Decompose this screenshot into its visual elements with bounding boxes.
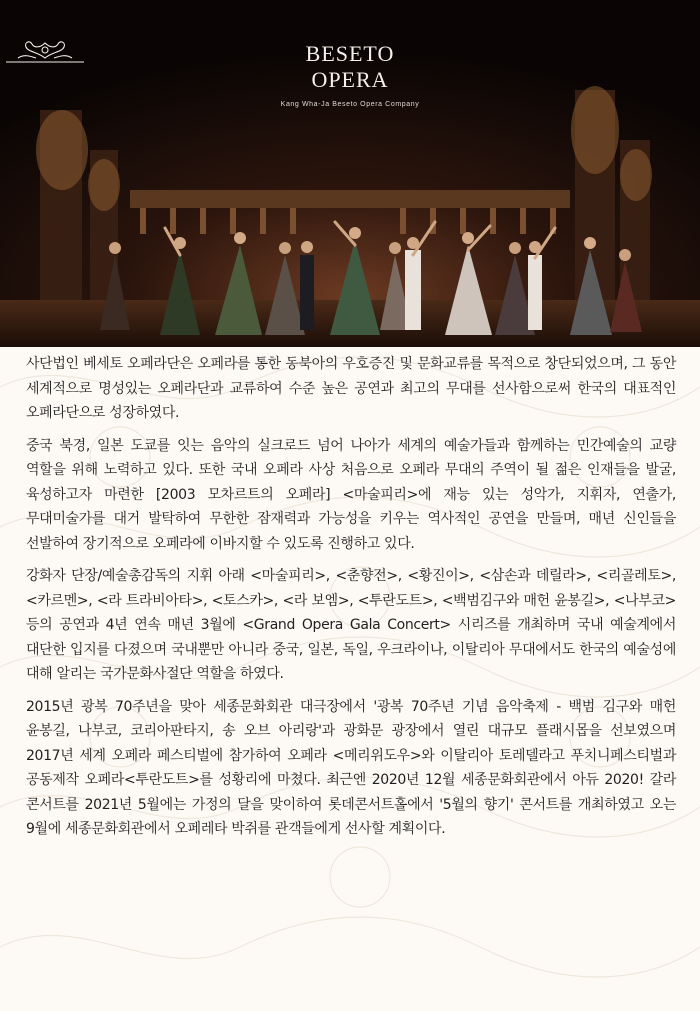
brand-title-line1: BESETO: [305, 41, 395, 66]
hero-banner: [0, 0, 700, 347]
paragraph-intro: 사단법인 베세토 오페라단은 오페라를 통한 동북아의 우호증진 및 문화교류를 목적으로 창단되었으며, 그 동안 세계적으로 명성있는 오페라단과 교류하여 수준 높은 공연과 최고의 무대를 선사함으로써 한국의 대표적인 오페라단으로 성장하였다.: [26, 356, 676, 421]
paragraph-repertoire: 강화자 단장/예술총감독의 지휘 아래 <마술피리>, <춘향전>, <황진이>, <삼손과 데릴라>, <리골레토>, <카르멘>, <라 트라비아타>, <토스카>, <라 보엠>, <투란도트>, <백범김구와 매헌 윤봉길>, <나부코> 등의 공연과 4년 연속 매년 3월에 <Grand Opera Gala Concert> 시리즈를 개최하며 국내 예술계에서 대단한 입지를 다졌으며 국내뿐만 아니라 중국, 일본, 독일, 우크라이나, 이탈리아 무대에서도 한국의 예술성에 대해 알리는 국가문화사절단 역할을 하였다.: [26, 568, 676, 682]
brand-company-name: Kang Wha-Ja Beseto Opera Company: [280, 101, 420, 108]
crown-ornament-icon: [0, 40, 90, 66]
brand-logo: [0, 40, 700, 108]
paragraph-recent-activities: 2015년 광복 70주년을 맞아 세종문화회관 대극장에서 '광복 70주년 기념 음악축제 - 백범 김구와 매헌 윤봉길, 나부코, 코리아판타지, 송 오브 아리랑'과 광화문 광장에서 열린 대규모 플래시몹을 선보였으며 2017년 세계 오페라 페스티벌에 참가하여 오페라 <메리위도우>와 이탈리아 토레델라고 푸치니페스티벌과 공동제작 오페라<투란도트>를 성황리에 마쳤다. 최근엔 2020년 12월 세종문화회관에서 아듀 2020! 갈라 콘서트를 2021년 5월에는 가정의 달을 맞이하여 롯데콘서트홀에서 '5월의 향기' 콘서트를 개최하였고 오는 9월에 세종문화회관에서 오페레타 박쥐를 관객들에게 선사할 계획이다.: [26, 698, 676, 837]
paragraph-mission: 중국 북경, 일본 도쿄를 잇는 음악의 실크로드 넘어 나아가 세계의 예술가들과 함께하는 민간예술의 교량 역할을 위해 노력하고 있다. 또한 국내 오페라 사상 처음으로 오페라 무대의 주역이 될 젊은 인재들을 발굴, 육성하고자 마련한 [2003 모차르트의 오페라] <마술피리>에 재능 있는 성악가, 지휘자, 연출가, 무대미술가를 대거 발탁하여 무한한 잠재력과 가능성을 키우는 역사적인 공연을 만들며, 매년 신인들을 선발하여 장기적으로 오페라에 이바지할 수 있도록 진행하고 있다.: [26, 437, 676, 552]
brand-title-line2: OPERA: [311, 67, 389, 92]
company-description: [26, 352, 676, 850]
